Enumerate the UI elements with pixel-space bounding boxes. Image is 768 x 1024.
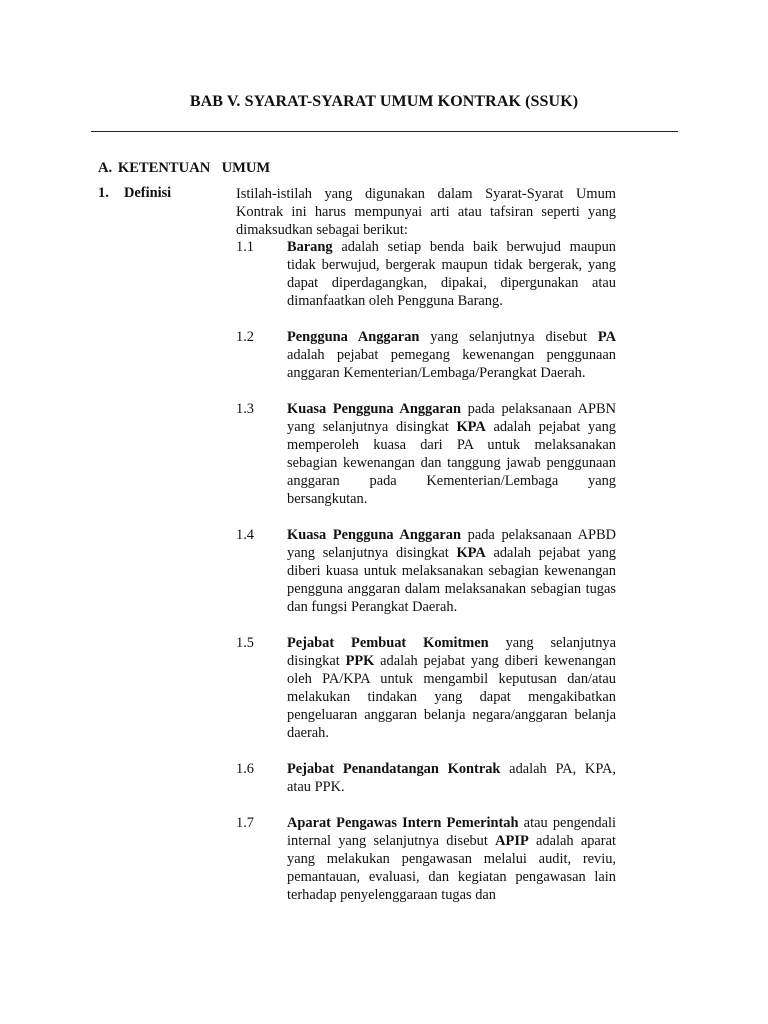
- definition-text: pada pelaksanaan APBN yang selanjutnya disingkat: [287, 401, 616, 435]
- definition-item-text: [287, 814, 616, 904]
- defined-term: Kuasa Pengguna Anggaran: [287, 527, 462, 543]
- defined-term: KPA: [456, 419, 486, 435]
- defined-term: PA: [597, 329, 616, 345]
- definition-item-number: 1.4: [236, 527, 254, 543]
- section-heading: A. KETENTUAN UMUM: [98, 160, 271, 176]
- definition-number: 1.: [98, 185, 109, 201]
- definition-list: [236, 238, 616, 922]
- definition-item: [236, 238, 616, 310]
- definition-item-number: 1.3: [236, 401, 254, 417]
- page-title: BAB V. SYARAT-SYARAT UMUM KONTRAK (SSUK): [189, 93, 579, 110]
- definition-text: atau pengendali internal yang selanjutnya disebut: [287, 815, 616, 849]
- definition-text: adalah pejabat pemegang kewenangan penggunaan anggaran Kementerian/Lembaga/Perangkat Daerah.: [287, 347, 616, 381]
- definition-intro: Istilah-istilah yang digunakan dalam Syarat-Syarat Umum Kontrak ini harus mempunyai arti atau tafsiran seperti yang dimaksudkan sebagai berikut:: [236, 186, 616, 238]
- definition-item-number: 1.2: [236, 329, 254, 345]
- defined-term: Aparat Pengawas Intern Pemerintah: [287, 815, 519, 831]
- definition-item-text: [287, 328, 616, 382]
- definition-label: [98, 185, 171, 202]
- definition-text: adalah pejabat yang diberi kuasa untuk melaksanakan sebagian kewenangan pengguna anggaran dalam melaksanakan sebagian tugas dan fungsi Perangkat Daerah.: [287, 545, 616, 615]
- defined-term: Barang: [287, 239, 333, 255]
- defined-term: Pejabat Pembuat Komitmen: [287, 635, 489, 651]
- definition-item: [236, 760, 616, 796]
- definition-item-text: [287, 634, 616, 742]
- defined-term: Kuasa Pengguna Anggaran: [287, 401, 462, 417]
- defined-term: APIP: [495, 833, 529, 849]
- definition-item-number: 1.6: [236, 761, 254, 777]
- definition-item-text: [287, 760, 616, 796]
- definition-title: Definisi: [124, 185, 172, 201]
- definition-item-number: 1.1: [236, 239, 254, 255]
- defined-term: Pengguna Anggaran: [287, 329, 420, 345]
- definition-item-text: [287, 238, 616, 310]
- definition-item: [236, 400, 616, 508]
- definition-item: [236, 328, 616, 382]
- definition-item-text: [287, 526, 616, 616]
- defined-term: PPK: [345, 653, 375, 669]
- definition-text: yang selanjutnya disebut: [419, 329, 598, 345]
- definition-item-text: [287, 400, 616, 508]
- definition-text: adalah PA, KPA, atau PPK.: [287, 761, 616, 795]
- title-divider: [91, 131, 678, 132]
- definition-text: adalah pejabat yang memperoleh kuasa dari PA untuk melaksanakan sebagian kewenangan dan tanggung jawab penggunaan anggaran pada Kementerian/Lembaga yang bersangkutan.: [287, 419, 616, 507]
- definition-item: [236, 526, 616, 616]
- definition-text: adalah setiap benda baik berwujud maupun tidak berwujud, bergerak maupun tidak bergerak, yang dapat diperdagangkan, dipakai, dipergunakan atau dimanfaatkan oleh Pengguna Barang.: [287, 239, 616, 309]
- definition-item-number: 1.5: [236, 635, 254, 651]
- definition-text: adalah aparat yang melakukan pengawasan melalui audit, reviu, pemantauan, evaluasi, dan kegiatan pengawasan lain terhadap penyelenggaraan tugas dan: [287, 833, 616, 903]
- definition-item: [236, 634, 616, 742]
- definition-item-number: 1.7: [236, 815, 254, 831]
- definition-text: pada pelaksanaan APBD yang selanjutnya disingkat: [287, 527, 616, 561]
- definition-text: yang selanjutnya disingkat: [287, 635, 616, 669]
- defined-term: Pejabat Penandatangan Kontrak: [287, 761, 501, 777]
- definition-text: adalah pejabat yang diberi kewenangan oleh PA/KPA untuk mengambil keputusan dan/atau melakukan tindakan yang dapat mengakibatkan pengeluaran anggaran belanja negara/anggaran belanja daerah.: [287, 653, 616, 741]
- definition-item: [236, 814, 616, 904]
- defined-term: KPA: [456, 545, 486, 561]
